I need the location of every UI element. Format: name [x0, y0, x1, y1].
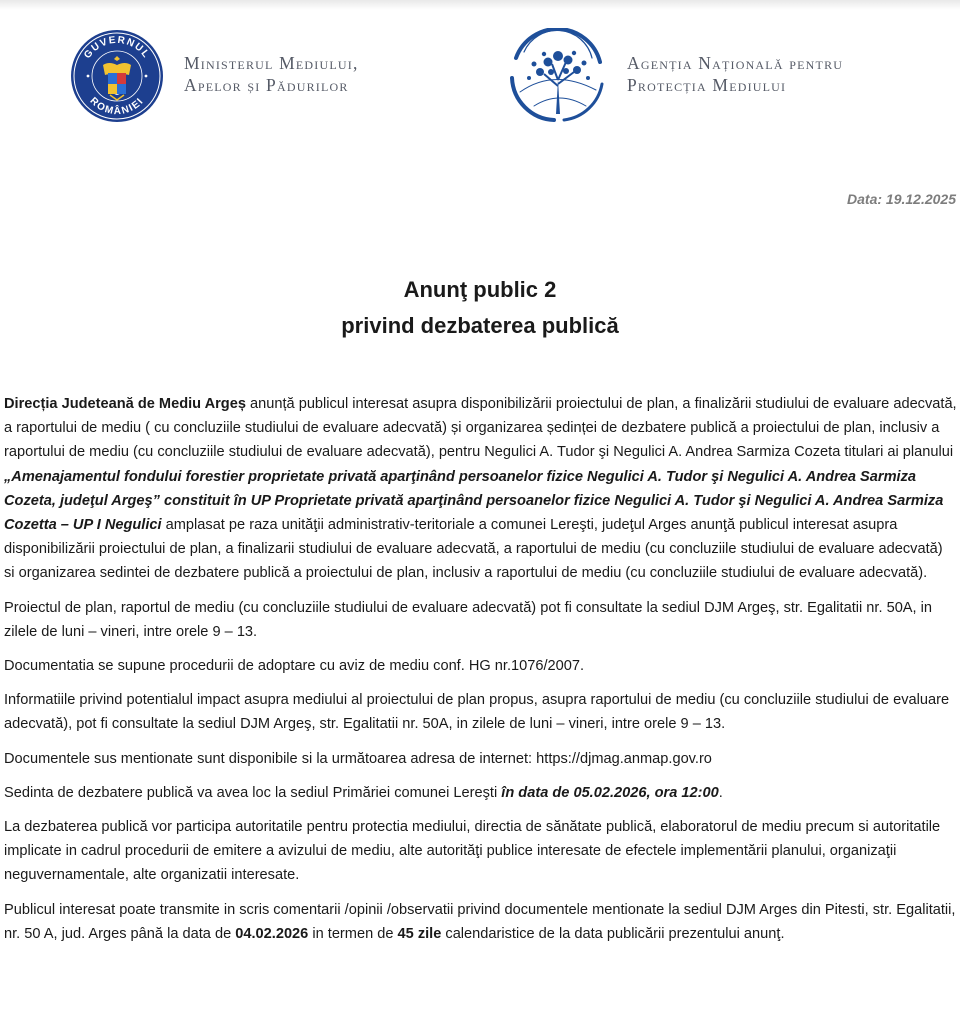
comments-text3: calendaristice de la data publicării prezentului anunţ. [441, 925, 785, 942]
seal-text-bottom: ROMÂNIEI [87, 95, 147, 118]
ministry-name-line2: Apelor și Pădurilor [184, 75, 349, 95]
paragraph-comments [4, 898, 957, 946]
paragraph-internet: Documentele sus mentionate sunt disponibile si la următoarea adresa de internet: https://djmag.anmap.gov.ro [4, 750, 712, 767]
date-value: 19.12.2025 [885, 191, 956, 207]
paragraph-meeting [4, 781, 957, 805]
agency-name-line1: Agenția Națională pentru [627, 53, 844, 73]
authority-name: Direcția Judeteană de Mediu Argeș [4, 396, 246, 412]
agency-name-line2: Protecția Mediului [627, 75, 787, 95]
intro-rest: amplasat pe raza unităţii administrativ-teritoriale a comunei Lereşti, judeţul Arges anunţă publicul interesat asupra disponibilizării proiectului de plan, a finalizarii studiului de evaluare adecvată, a raportului de mediu (cu concluziile studiului de evaluare adecvată) si organizarea sedintei de dezbatere publică a proiectului de plan, inclusiv a raportului de mediu (cu concluziile studiului de evaluare adecvată). [4, 517, 943, 582]
meeting-date: în data de 05.02.2026, ora 12:00 [501, 784, 719, 801]
paragraph-consultation: Proiectul de plan, raportul de mediu (cu concluziile studiului de evaluare adecvată) pot fi consultate la sediul DJM Argeş, str. Egalitatii nr. 50A, in zilele de luni – vineri, intre orele 9 – 13. [4, 599, 933, 640]
plan-name: „Amenajamentul fondului forestier proprietate privată aparţinând persoanelor fizice Negulici A. Tudor şi Negulici A. Andrea Sarmiza Cozeta, judeţul Argeş” constituit în UP Proprietate privată aparţinând persoanelor fizice Negulici A. Tudor şi Negulici A. Andrea Sarmiza Cozetta – UP I Negulici [4, 468, 944, 534]
intro-text: anunță publicul interesat asupra disponibilizării proiectului de plan, a finalizării studiului de evaluare adecvată, a raportului de mediu ( cu concluziile studiului de evaluare adecvată) și organizarea ședinței de dezbatere publică a proiectului de plan, inclusiv a raportului de mediu (cu concluziile studiului de evaluare adecvată), pentru Negulici A. Tudor şi Negulici A. Andrea Sarmiza Cozeta titulari ai planului [4, 396, 957, 461]
ministry-name [184, 52, 359, 96]
comments-text2: in termen de [308, 925, 398, 942]
paragraph-procedure: Documentatia se supune procedurii de adoptare cu aviz de mediu conf. HG nr.1076/2007. [4, 658, 585, 675]
page-header [0, 0, 960, 130]
document-date [847, 191, 956, 207]
comments-text1: Publicul interesat poate transmite in scris comentarii /opinii /observatii privind documentele mentionate la sediul DJM Arges din Pitesti, str. Egalitatii, nr. 50 A, jud. Arges până la data de [4, 901, 956, 942]
government-seal-logo [70, 29, 164, 123]
seal-text-top: GUVERNUL [82, 34, 152, 61]
paragraph-intro [4, 392, 957, 586]
date-label: Data: [847, 191, 883, 207]
comments-days: 45 zile [397, 925, 442, 942]
meeting-end: . [718, 784, 723, 801]
meeting-text: Sedinta de dezbatere publică va avea loc la sediul Primăriei comunei Lereşti [4, 784, 502, 801]
title-line2: privind dezbaterea publică [341, 313, 619, 338]
agency-name [627, 52, 843, 96]
ministry-name-line1: Ministerul Mediului, [184, 53, 359, 73]
anpm-globe-tree-logo [504, 28, 610, 122]
paragraph-participants: La dezbaterea publică vor participa autoritatile pentru protectia mediului, directia de sănătate publică, elaboratorul de mediu precum si autoritatile implicate in cadrul procedurii de emitere a avizului de mediu, alte autorităţi publice interesate de efectele implementării planului, organizaţii neguvernamentale, alte organizatii interesate. [4, 819, 941, 884]
comments-deadline: 04.02.2026 [235, 925, 309, 942]
announcement-body [4, 392, 957, 956]
page-title [0, 272, 960, 344]
title-line1: Anunţ public 2 [403, 277, 557, 302]
paragraph-impact-info: Informatiile privind potentialul impact asupra mediului al proiectului de plan propus, asupra raportului de mediu (cu concluziile studiului de evaluare adecvată), pot fi consultate la sediul DJM Argeş, str. Egalitatii nr. 50A, in zilele de luni – vineri, intre orele 9 – 13. [4, 692, 950, 733]
